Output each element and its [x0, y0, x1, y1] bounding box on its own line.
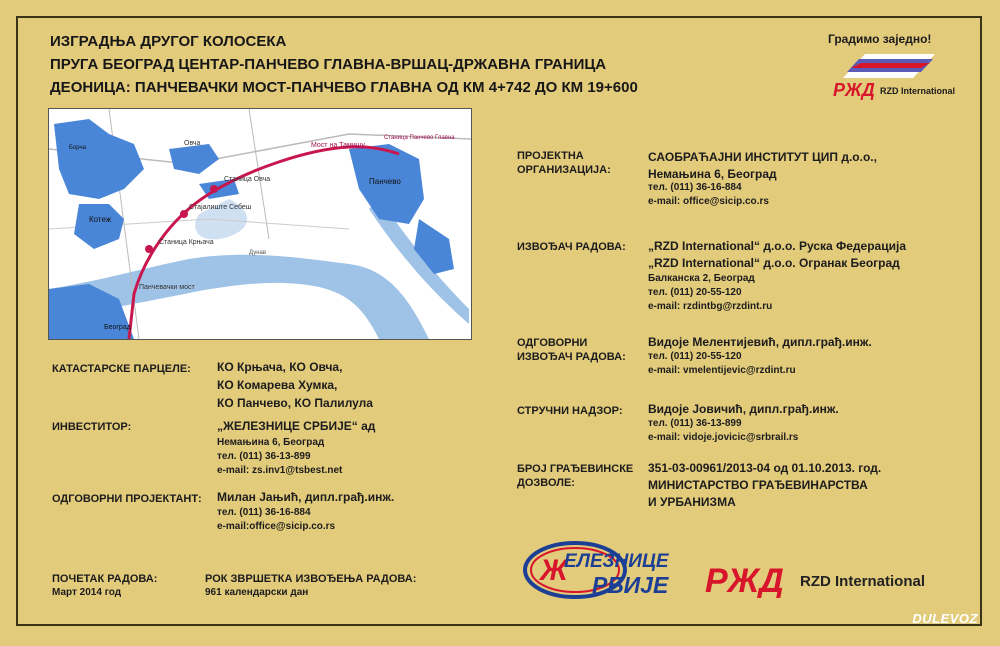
permit-label-1: БРОЈ ГРАЂЕВИНСКЕ [517, 463, 634, 475]
designer-tel: тел. (011) 36-16-884 [217, 507, 311, 518]
permit-number: 351-03-00961/2013-04 од 01.10.2013. год. [648, 461, 882, 475]
start-label: ПОЧЕТАК РАДОВА: [52, 573, 158, 585]
resp-tel: тел. (011) 20-55-120 [648, 351, 742, 362]
supervision-email: e-mail: vidoje.jovicic@srbrail.rs [648, 432, 799, 443]
contractor-line-1: „RZD International“ д.о.о. Руска Федерација [648, 239, 906, 253]
svg-text:PЖД: PЖД [705, 562, 784, 598]
map-label-ovca: Овча [184, 140, 201, 147]
deadline-value: 961 календарски дан [205, 587, 309, 598]
design-org-tel: тел. (011) 36-16-884 [648, 182, 742, 193]
designer-label: ОДГОВОРНИ ПРОЈЕКТАНТ: [52, 493, 202, 505]
rzd-logo-text: RZD International [800, 573, 926, 590]
map-label-stanica-ovca: Станица Овча [224, 176, 271, 183]
investor-label: ИНВЕСТИТОР: [52, 421, 132, 433]
map-label-kotez: Котеж [89, 215, 112, 224]
rzd-small-icon [832, 80, 876, 100]
svg-text:Ж: Ж [540, 554, 568, 587]
cadastre-line-2: КО Комарева Хумка, [217, 378, 338, 392]
permit-ministry-1: МИНИСТАРСТВО ГРАЂЕВИНАРСТВА [648, 478, 868, 492]
map-label-borca: Борча [69, 145, 86, 151]
start-value: Март 2014 год [52, 587, 122, 598]
cadastre-line-3: КО Панчево, КО Палилула [217, 396, 373, 410]
map-label-pancevacki-most: Панчевачки мост [139, 284, 195, 291]
investor-name: „ЖЕЛЕЗНИЦЕ СРБИЈЕ“ ад [217, 419, 376, 433]
contractor-label: ИЗВОЂАЧ РАДОВА: [517, 241, 626, 253]
permit-label-2: ДОЗВОЛЕ: [517, 477, 575, 489]
rzd-logo [705, 562, 795, 598]
resp-label-1: ОДГОВОРНИ [517, 337, 588, 349]
resp-email: e-mail: vmelentijevic@rzdint.ru [648, 365, 796, 376]
supervision-label: СТРУЧНИ НАДЗОР: [517, 405, 623, 417]
investor-email: e-mail: zs.inv1@tsbest.net [217, 465, 343, 476]
watermark: DULEVOZ [912, 611, 978, 626]
contractor-address: Балканска 2, Београд [648, 273, 755, 284]
supervision-name: Видоје Јовичић, дипл.грађ.инж. [648, 402, 839, 416]
resp-name: Видоје Мелентијевић, дипл.грађ.инж. [648, 335, 872, 349]
designer-name: Милан Јањић, дипл.грађ.инж. [217, 490, 395, 504]
route-map [48, 108, 472, 340]
title-line-3: ДЕОНИЦА: ПАНЧЕВАЧКИ МОСТ-ПАНЧЕВО ГЛАВНА ОД КМ 4+742 ДО КМ 19+600 [50, 79, 638, 96]
cadastre-line-1: КО Крњача, КО Овча, [217, 360, 343, 374]
deadline-label: РОК ЗВРШЕТКА ИЗВОЂЕЊА РАДОВА: [205, 573, 417, 585]
svg-text:PЖД: PЖД [833, 80, 875, 100]
investor-tel: тел. (011) 36-13-899 [217, 451, 311, 462]
permit-ministry-2: И УРБАНИЗМА [648, 495, 736, 509]
design-org-email: e-mail: office@sicip.co.rs [648, 196, 769, 207]
investor-address: Немањина 6, Београд [217, 437, 325, 448]
zs-logo-text-1: ЕЛЕЗНИЦЕ [564, 551, 669, 572]
map-label-pancevo: Панчево [369, 177, 401, 186]
cadastre-label: КАТАСТАРСКЕ ПАРЦЕЛЕ: [52, 363, 191, 375]
zs-logo-text-2: РБИЈЕ [592, 572, 669, 598]
design-org-label-1: ПРОЈЕКТНА [517, 150, 584, 162]
contractor-line-2: „RZD International“ д.о.о. Огранак Београд [648, 256, 900, 270]
design-org-address: Немањина 6, Београд [648, 167, 777, 181]
title-line-2: ПРУГА БЕОГРАД ЦЕНТАР-ПАНЧЕВО ГЛАВНА-ВРШАЦ-ДРЖАВНА ГРАНИЦА [50, 56, 607, 73]
resp-label-2: ИЗВОЂАЧ РАДОВА: [517, 351, 626, 363]
title-line-1: ИЗГРАДЊА ДРУГОГ КОЛОСЕКА [50, 33, 287, 50]
contractor-email: e-mail: rzdintbg@rzdint.ru [648, 301, 773, 312]
rzd-small-brand: RZD International [880, 86, 956, 96]
map-label-beograd: Београд [104, 324, 131, 331]
map-label-pancevo-glavna: Станица Панчево Главна [384, 135, 455, 141]
design-org-name: САОБРАЋАЈНИ ИНСТИТУТ ЦИП д.о.о., [648, 150, 877, 164]
slogan: Градимо заједно! [828, 32, 932, 46]
map-label-krnjaca: Станица Крњача [159, 239, 214, 246]
design-org-label-2: ОРГАНИЗАЦИЈА: [517, 164, 611, 176]
map-label-most-tamis: Мост на Тамишу [311, 142, 365, 149]
map-label-sebes: Стајалиште Себеш [189, 204, 252, 211]
supervision-tel: тел. (011) 36-13-899 [648, 418, 742, 429]
contractor-tel: тел. (011) 20-55-120 [648, 287, 742, 298]
designer-email: e-mail:office@sicip.co.rs [217, 521, 336, 532]
rzd-flag-logo [835, 48, 945, 82]
map-label-dunav: Дунав [249, 250, 267, 256]
